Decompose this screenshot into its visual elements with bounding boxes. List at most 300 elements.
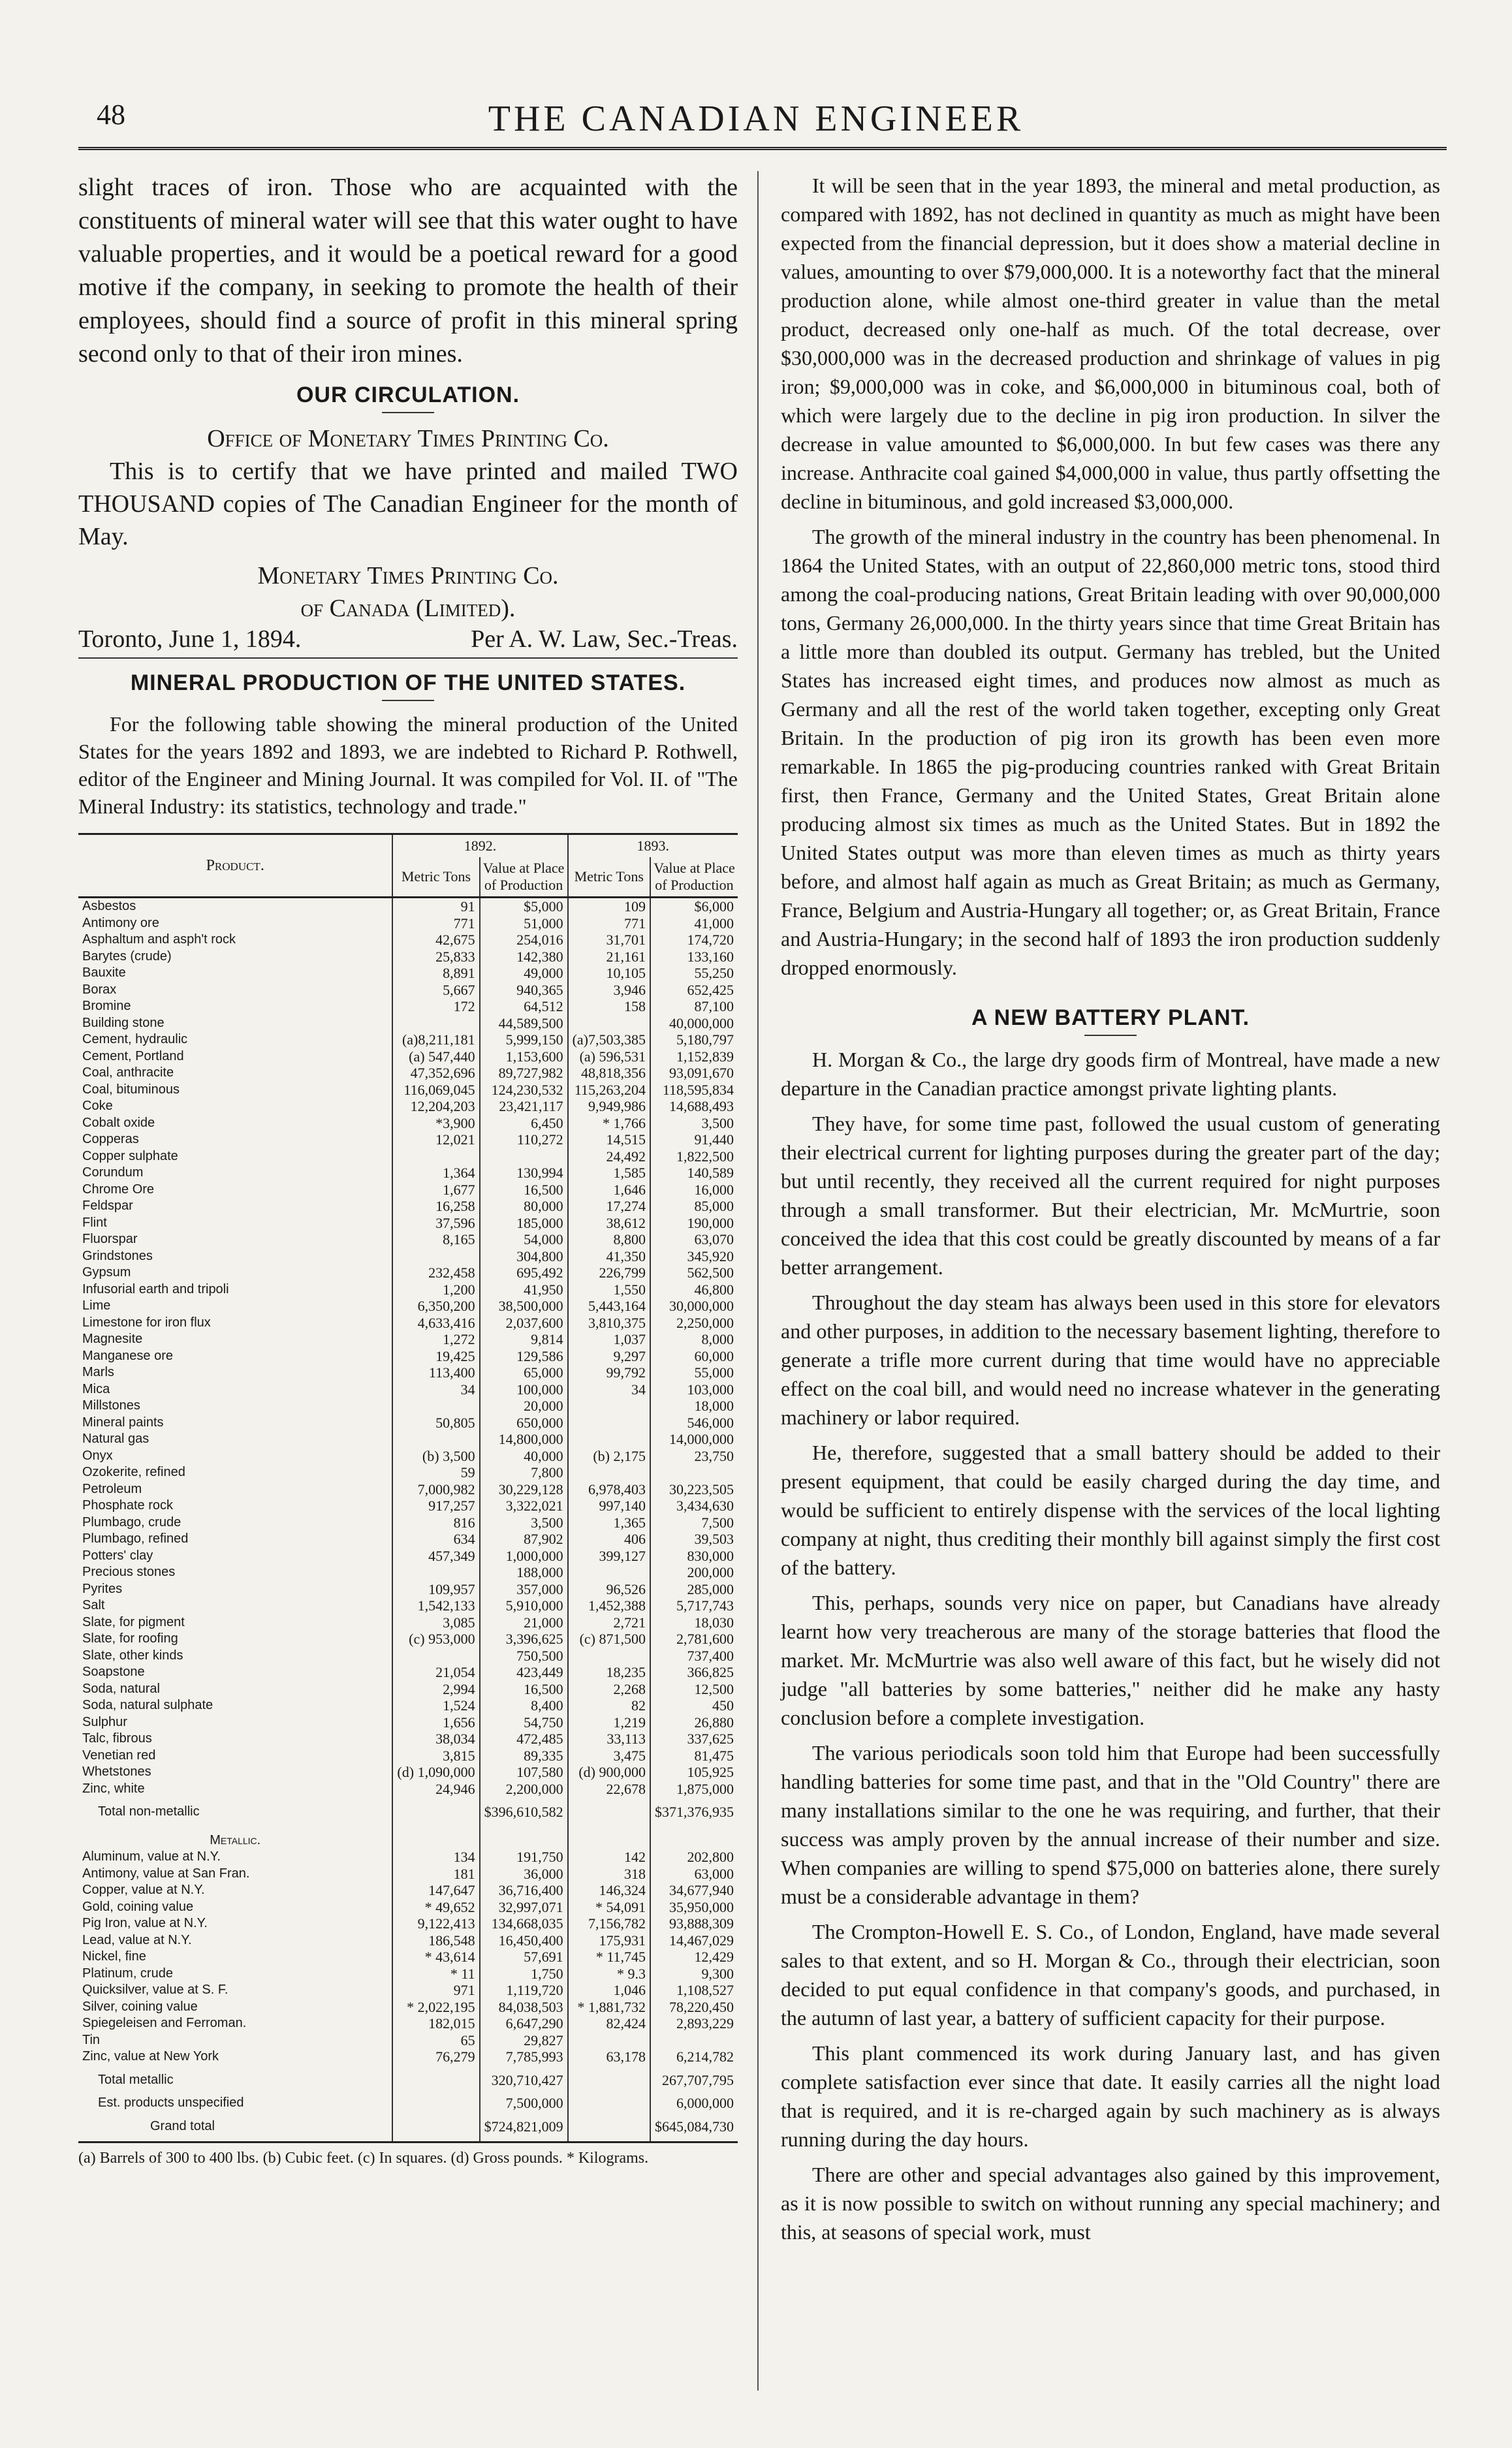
article-paragraph: It will be seen that in the year 1893, the mineral and metal production, as compared with 1892, has not declined in quantity as much as might have been expected from the financial depression, but it does show a material decline in values, amounting to over $79,000,000. It is a noteworthy fact that the mineral production alone, while almost one-third greater in value than the metal product, decreased only one-half as much. Of the total decrease, over $30,000,000 was in the decreased production and shrinkage of values in pig iron; $9,000,000 was in coke, and $6,000,000 in bituminous coal, both of which were largely due to the decline in pig iron production. In silver the decrease in value amounted to $6,000,000. In but few cases was there any increase. Anthracite coal gained $4,000,000 in value, thus partly offsetting the decline in bituminous, and gold increased $3,000,000. xyxy=(781,174,1440,513)
value-1892: 357,000 xyxy=(480,1581,568,1598)
circulation-company-line2: of Canada (Limited). xyxy=(300,595,516,622)
value-1893: 63,070 xyxy=(650,1231,738,1248)
table-row xyxy=(78,1697,738,1714)
tons-1892: 12,204,203 xyxy=(392,1098,479,1115)
tons-1893 xyxy=(568,1648,650,1665)
value-1893: 737,400 xyxy=(650,1648,738,1665)
value-1893: 3,434,630 xyxy=(650,1498,738,1514)
tons-1893: (a)7,503,385 xyxy=(568,1031,650,1048)
value-1893: 9,300 xyxy=(650,1966,738,1983)
tons-1892 xyxy=(392,1248,479,1265)
value-1892: 304,800 xyxy=(480,1248,568,1265)
table-row xyxy=(78,1531,738,1548)
tons-header-1893: Metric Tons xyxy=(568,857,650,898)
header-rule xyxy=(78,147,1447,154)
table-row xyxy=(78,2032,738,2049)
value-1892: 650,000 xyxy=(480,1415,568,1432)
table-row xyxy=(78,2015,738,2032)
tons-1893: 34 xyxy=(568,1381,650,1398)
value-1892: 36,000 xyxy=(480,1866,568,1883)
table-row xyxy=(78,949,738,965)
tons-1893: * 1,881,732 xyxy=(568,1999,650,2016)
table-row xyxy=(78,1548,738,1565)
tons-1892: 37,596 xyxy=(392,1215,479,1232)
value-1892: 1,750 xyxy=(480,1966,568,1983)
tons-1892: 1,524 xyxy=(392,1697,479,1714)
tons-1892: 147,647 xyxy=(392,1882,479,1899)
tons-1893: 82 xyxy=(568,1697,650,1714)
tons-1893: 1,646 xyxy=(568,1182,650,1199)
tons-1892: 1,542,133 xyxy=(392,1597,479,1614)
tons-1893: 24,492 xyxy=(568,1148,650,1165)
tons-1893: 1,046 xyxy=(568,1982,650,1999)
tons-1892: 1,272 xyxy=(392,1331,479,1348)
product-name: Millstones xyxy=(82,1398,140,1413)
tons-1892: 8,891 xyxy=(392,965,479,982)
value-1893: 366,825 xyxy=(650,1664,738,1681)
product-name: Quicksilver, value at S. F. xyxy=(82,1983,228,1997)
table-row xyxy=(78,1866,738,1883)
tons-1892: 634 xyxy=(392,1531,479,1548)
table-row xyxy=(78,1748,738,1765)
tons-1892 xyxy=(392,1398,479,1415)
value-1892: 254,016 xyxy=(480,932,568,949)
tons-1892: 5,667 xyxy=(392,982,479,999)
value-1892: 6,647,290 xyxy=(480,2015,568,2032)
nonmetallic-total xyxy=(78,1797,738,1849)
product-name: Lead, value at N.Y. xyxy=(82,1932,192,1947)
value-1892: 142,380 xyxy=(480,949,568,965)
tons-1893: 22,678 xyxy=(568,1781,650,1798)
tons-1893: 9,297 xyxy=(568,1348,650,1365)
value-1892: 3,396,625 xyxy=(480,1631,568,1648)
value-1892: 49,000 xyxy=(480,965,568,982)
value-1892: 107,580 xyxy=(480,1764,568,1781)
table-row xyxy=(78,1648,738,1665)
tons-1893: 3,810,375 xyxy=(568,1315,650,1332)
product-name: Gypsum xyxy=(82,1265,131,1279)
tons-1892: 16,258 xyxy=(392,1198,479,1215)
product-name: Building stone xyxy=(82,1015,165,1030)
value-1893: 63,000 xyxy=(650,1866,738,1883)
table-row xyxy=(78,1182,738,1199)
tons-1892: 1,677 xyxy=(392,1182,479,1199)
value-1892: 57,691 xyxy=(480,1949,568,1966)
value-1892: 3,500 xyxy=(480,1514,568,1531)
tons-1892: 457,349 xyxy=(392,1548,479,1565)
article-paragraph: This, perhaps, sounds very nice on paper, but Canadians have already learnt how very treacherous are many of the storage batteries that flood the market. Mr. McMurtrie was also well aware of this fact, but he wisely did not judge "all batteries by some batteries," neither did he make any hasty conclusion before a complete investigation. xyxy=(781,1591,1440,1729)
product-name: Talc, fibrous xyxy=(82,1731,152,1746)
value-1892: 5,999,150 xyxy=(480,1031,568,1048)
year-1893-header: 1893. xyxy=(568,834,738,858)
tons-1893: 318 xyxy=(568,1866,650,1883)
tons-1893: 226,799 xyxy=(568,1264,650,1281)
tons-1893 xyxy=(568,2032,650,2049)
left-column xyxy=(78,171,738,2168)
product-name: Phosphate rock xyxy=(82,1498,173,1513)
tons-1893 xyxy=(568,1464,650,1481)
value-1892: 32,997,071 xyxy=(480,1899,568,1916)
value-1893: 39,503 xyxy=(650,1531,738,1548)
value-1892: 5,910,000 xyxy=(480,1597,568,1614)
table-row xyxy=(78,1331,738,1348)
table-row xyxy=(78,2048,738,2065)
value-1892: 36,716,400 xyxy=(480,1882,568,1899)
tons-1893: 146,324 xyxy=(568,1882,650,1899)
table-row xyxy=(78,1264,738,1281)
tons-1892: 12,021 xyxy=(392,1131,479,1148)
product-name: Coal, bituminous xyxy=(82,1082,180,1097)
table-row xyxy=(78,1065,738,1082)
tons-1893: 115,263,204 xyxy=(568,1082,650,1099)
tons-1893: 3,475 xyxy=(568,1748,650,1765)
table-row xyxy=(78,1966,738,1983)
tons-1892 xyxy=(392,1015,479,1032)
value-1893: 3,500 xyxy=(650,1115,738,1132)
circulation-company-line1: Monetary Times Printing Co. xyxy=(257,562,559,589)
value-1893: 30,223,505 xyxy=(650,1481,738,1498)
table-row xyxy=(78,1614,738,1631)
value-1893: 562,500 xyxy=(650,1264,738,1281)
tons-1893 xyxy=(568,1415,650,1432)
product-name: Antimony, value at San Fran. xyxy=(82,1866,250,1881)
tons-1892: 76,279 xyxy=(392,2048,479,2065)
value-1893: 41,000 xyxy=(650,915,738,932)
tons-header-1892: Metric Tons xyxy=(392,857,479,898)
value-1892: 54,000 xyxy=(480,1231,568,1248)
value-1892: 134,668,035 xyxy=(480,1915,568,1932)
tons-1892: (a) 547,440 xyxy=(392,1048,479,1065)
circulation-place-date: Toronto, June 1, 1894. xyxy=(78,625,302,653)
tons-1892: 182,015 xyxy=(392,2015,479,2032)
tons-1892: 50,805 xyxy=(392,1415,479,1432)
table-row xyxy=(78,1882,738,1899)
table-row xyxy=(78,1481,738,1498)
heading-rule xyxy=(382,412,434,413)
tons-1893: 1,365 xyxy=(568,1514,650,1531)
heading-rule xyxy=(1084,1035,1137,1036)
tons-1892: 25,833 xyxy=(392,949,479,965)
value-1893: 40,000,000 xyxy=(650,1015,738,1032)
value-1892: 16,500 xyxy=(480,1681,568,1698)
value-1893: 14,000,000 xyxy=(650,1431,738,1448)
product-name: Zinc, value at New York xyxy=(82,2049,219,2064)
tons-1893: 1,550 xyxy=(568,1281,650,1298)
value-1892: 185,000 xyxy=(480,1215,568,1232)
product-name: Potters' clay xyxy=(82,1548,153,1563)
product-name: Aluminum, value at N.Y. xyxy=(82,1849,221,1864)
tons-1893: 2,268 xyxy=(568,1681,650,1698)
tons-1893 xyxy=(568,1398,650,1415)
table-row xyxy=(78,1949,738,1966)
value-1893: 16,000 xyxy=(650,1182,738,1199)
table-row xyxy=(78,1999,738,2016)
value-1893: 46,800 xyxy=(650,1281,738,1298)
total-metallic-1892: 320,710,427 xyxy=(480,2065,568,2095)
product-name: Zinc, white xyxy=(82,1781,145,1796)
table-row xyxy=(78,1281,738,1298)
value-1892: 1,119,720 xyxy=(480,1982,568,1999)
table-row xyxy=(78,1248,738,1265)
tons-1893: * 11,745 xyxy=(568,1949,650,1966)
mineral-intro: For the following table showing the mineral production of the United States for the years 1892 and 1893, we are indebted to Richard P. Rothwell, editor of the Engineer and Mining Journal. It was compiled for Vol. II. of "The Mineral Industry: its statistics, technology and trade." xyxy=(78,712,738,818)
tons-1892 xyxy=(392,1564,479,1581)
product-name: Whetstones xyxy=(82,1765,151,1779)
tons-1893: 21,161 xyxy=(568,949,650,965)
tons-1893: 1,219 xyxy=(568,1714,650,1731)
value-1893 xyxy=(650,1464,738,1481)
tons-1892: 116,069,045 xyxy=(392,1082,479,1099)
grand-totals xyxy=(78,2065,738,2142)
tons-1893: 109 xyxy=(568,898,650,915)
est-products-label: Est. products unspecified xyxy=(98,2095,244,2110)
tons-1893: 5,443,164 xyxy=(568,1298,650,1315)
value-1893: 55,000 xyxy=(650,1364,738,1381)
lead-paragraph: slight traces of iron. Those who are acquainted with the constituents of mineral water will see that this water ought to have valuable properties, and it would be a poetical reward for a good motive if the company, in seeking to promote the health of their employees, should find a source of profit in this mineral spring second only to that of their iron mines. xyxy=(78,174,738,368)
value-1892: 8,400 xyxy=(480,1697,568,1714)
product-name: Lime xyxy=(82,1298,111,1313)
tons-1893: 175,931 xyxy=(568,1932,650,1949)
value-1892: 29,827 xyxy=(480,2032,568,2049)
product-name: Slate, for roofing xyxy=(82,1631,178,1646)
circulation-heading: OUR CIRCULATION. xyxy=(296,383,520,407)
value-1893: 285,000 xyxy=(650,1581,738,1598)
product-name: Cobalt oxide xyxy=(82,1115,155,1130)
product-name: Magnesite xyxy=(82,1332,143,1346)
product-name: Gold, coining value xyxy=(82,1899,194,1914)
table-row xyxy=(78,1797,738,1827)
product-name: Mica xyxy=(82,1381,110,1396)
tons-1892: 134 xyxy=(392,1849,479,1866)
value-1892: 100,000 xyxy=(480,1381,568,1398)
product-name: Asphaltum and asph't rock xyxy=(82,932,236,947)
value-1893: 450 xyxy=(650,1697,738,1714)
value-1893: 1,108,527 xyxy=(650,1982,738,1999)
tons-1893: 1,037 xyxy=(568,1331,650,1348)
product-name: Cement, hydraulic xyxy=(82,1032,188,1046)
table-row xyxy=(78,915,738,932)
article-paragraph: There are other and special advantages also gained by this improvement, as it is now possible to switch on without running any special machinery; and this, at seasons of special work, must xyxy=(781,2163,1440,2244)
tons-1892: 113,400 xyxy=(392,1364,479,1381)
tons-1892: 1,656 xyxy=(392,1714,479,1731)
tons-1893: 2,721 xyxy=(568,1614,650,1631)
tons-1893: 1,452,388 xyxy=(568,1597,650,1614)
tons-1893 xyxy=(568,1564,650,1581)
table-row xyxy=(78,1899,738,1916)
product-name: Corundum xyxy=(82,1165,144,1180)
tons-1892: (d) 1,090,000 xyxy=(392,1764,479,1781)
product-name: Precious stones xyxy=(82,1565,176,1579)
product-name: Coal, anthracite xyxy=(82,1065,174,1080)
tons-1893: 38,612 xyxy=(568,1215,650,1232)
value-1893: 2,893,229 xyxy=(650,2015,738,2032)
product-name: Limestone for iron flux xyxy=(82,1315,211,1330)
product-name: Pyrites xyxy=(82,1581,123,1596)
product-name: Silver, coining value xyxy=(82,1999,198,2014)
est-products-1893: 6,000,000 xyxy=(650,2095,738,2112)
article-paragraph: They have, for some time past, followed the usual custom of generating their electrical current for lighting purposes during the greater part of the day; but until recently, they received all the current required for night purposes through a small transformer. But their electrician, Mr. McMurtrie, soon conceived the idea that this cost could be greatly discounted by means of a far better arrangement. xyxy=(781,1112,1440,1279)
tons-1892 xyxy=(392,1431,479,1448)
grand-total-1893: $645,084,730 xyxy=(650,2112,738,2142)
tons-1892: 971 xyxy=(392,1982,479,1999)
value-1892 xyxy=(480,1148,568,1165)
tons-1893: 8,800 xyxy=(568,1231,650,1248)
value-1892: 89,335 xyxy=(480,1748,568,1765)
tons-1893: * 1,766 xyxy=(568,1115,650,1132)
value-1893: 2,781,600 xyxy=(650,1631,738,1648)
tons-1893: 406 xyxy=(568,1531,650,1548)
tons-1892: 24,946 xyxy=(392,1781,479,1798)
table-row xyxy=(78,1115,738,1132)
product-name: Nickel, fine xyxy=(82,1949,146,1964)
value-1892: 44,589,500 xyxy=(480,1015,568,1032)
value-1892: 2,200,000 xyxy=(480,1781,568,1798)
tons-1893: 31,701 xyxy=(568,932,650,949)
value-1892: 3,322,021 xyxy=(480,1498,568,1514)
tons-1892: * 43,614 xyxy=(392,1949,479,1966)
tons-1892: 109,957 xyxy=(392,1581,479,1598)
masthead-title: THE CANADIAN ENGINEER xyxy=(488,99,1024,139)
value-1892: 80,000 xyxy=(480,1198,568,1215)
article-paragraph: The various periodicals soon told him that Europe had been successfully handling batteries for some time past, and that in the "Old Country" there are many installations similar to the one he was requiring, and further, that their success was amply proven by the annual increase of their number and size. When companies are willing to spend $75,000 on batteries alone, there surely must be a considerable advantage in them? xyxy=(781,1741,1440,1908)
tons-1893: 142 xyxy=(568,1849,650,1866)
value-1892: 7,785,993 xyxy=(480,2048,568,2065)
tons-1892: (b) 3,500 xyxy=(392,1448,479,1465)
product-name: Tin xyxy=(82,2032,101,2047)
tons-1892: 186,548 xyxy=(392,1932,479,1949)
battery-heading: A NEW BATTERY PLANT. xyxy=(971,1005,1250,1030)
table-row xyxy=(78,1764,738,1781)
value-1893: 81,475 xyxy=(650,1748,738,1765)
table-row xyxy=(78,1631,738,1648)
value-1892: 54,750 xyxy=(480,1714,568,1731)
tons-1892: *3,900 xyxy=(392,1115,479,1132)
table-row xyxy=(78,1315,738,1332)
tons-1893: 48,818,356 xyxy=(568,1065,650,1082)
tons-1893: 399,127 xyxy=(568,1548,650,1565)
tons-1892: 172 xyxy=(392,998,479,1015)
value-1893: 1,822,500 xyxy=(650,1148,738,1165)
product-name: Infusorial earth and tripoli xyxy=(82,1281,229,1296)
tons-1892: 34 xyxy=(392,1381,479,1398)
table-row xyxy=(78,1664,738,1681)
value-1893: 7,500 xyxy=(650,1514,738,1531)
value-1893: 55,250 xyxy=(650,965,738,982)
value-1892: 940,365 xyxy=(480,982,568,999)
tons-1892: 38,034 xyxy=(392,1731,479,1748)
tons-1892: 4,633,416 xyxy=(392,1315,479,1332)
value-1893: 12,429 xyxy=(650,1949,738,1966)
table-row xyxy=(78,1781,738,1798)
value-header-1893: Value at Place of Production xyxy=(650,857,738,898)
product-name: Mineral paints xyxy=(82,1415,164,1430)
tons-1892 xyxy=(392,1148,479,1165)
value-1893: 1,152,839 xyxy=(650,1048,738,1065)
tons-1893: 7,156,782 xyxy=(568,1915,650,1932)
table-row xyxy=(78,1131,738,1148)
value-1893: 546,000 xyxy=(650,1415,738,1432)
total-metallic-1893: 267,707,795 xyxy=(650,2065,738,2095)
product-name: Slate, for pigment xyxy=(82,1614,185,1629)
table-row xyxy=(78,1148,738,1165)
tons-1893: (b) 2,175 xyxy=(568,1448,650,1465)
product-name: Petroleum xyxy=(82,1481,142,1496)
table-row xyxy=(78,1031,738,1048)
product-name: Soapstone xyxy=(82,1665,145,1679)
product-name: Venetian red xyxy=(82,1748,156,1763)
tons-1893: 99,792 xyxy=(568,1364,650,1381)
table-row xyxy=(78,2112,738,2142)
value-1892: 30,229,128 xyxy=(480,1481,568,1498)
value-header-1892: Value at Place of Production xyxy=(480,857,568,898)
product-name: Ozokerite, refined xyxy=(82,1465,185,1479)
value-1892: 40,000 xyxy=(480,1448,568,1465)
value-1892: 65,000 xyxy=(480,1364,568,1381)
value-1893: 93,888,309 xyxy=(650,1915,738,1932)
circulation-office: Office of Monetary Times Printing Co. xyxy=(207,425,609,452)
product-name: Manganese ore xyxy=(82,1348,173,1363)
value-1893: 78,220,450 xyxy=(650,1999,738,2016)
value-1893: 35,950,000 xyxy=(650,1899,738,1916)
value-1892: 129,586 xyxy=(480,1348,568,1365)
value-1892: 89,727,982 xyxy=(480,1065,568,1082)
tons-1892: 8,165 xyxy=(392,1231,479,1248)
value-1893: 18,000 xyxy=(650,1398,738,1415)
value-1893 xyxy=(650,2032,738,2049)
table-row xyxy=(78,1398,738,1415)
value-1893: 26,880 xyxy=(650,1714,738,1731)
circulation-signature: Per A. W. Law, Sec.-Treas. xyxy=(471,625,738,653)
article-paragraph: H. Morgan & Co., the large dry goods firm of Montreal, have made a new departure in the Canadian practice amongst private lighting plants. xyxy=(781,1048,1440,1100)
tons-1892: * 2,022,195 xyxy=(392,1999,479,2016)
tons-1892: 917,257 xyxy=(392,1498,479,1514)
value-1893: 5,717,743 xyxy=(650,1597,738,1614)
table-row xyxy=(78,1048,738,1065)
product-name: Copper sulphate xyxy=(82,1148,178,1163)
total-nonmetallic-label: Total non-metallic xyxy=(98,1804,200,1819)
product-name: Copperas xyxy=(82,1132,139,1146)
value-1893: 1,875,000 xyxy=(650,1781,738,1798)
value-1893: 23,750 xyxy=(650,1448,738,1465)
tons-1892: 7,000,982 xyxy=(392,1481,479,1498)
table-row xyxy=(78,1597,738,1614)
value-1892: 124,230,532 xyxy=(480,1082,568,1099)
tons-1892: 91 xyxy=(392,898,479,915)
tons-1892: 9,122,413 xyxy=(392,1915,479,1932)
product-name: Spiegeleisen and Ferroman. xyxy=(82,2016,247,2030)
value-1893: 91,440 xyxy=(650,1131,738,1148)
product-name: Onyx xyxy=(82,1448,113,1463)
grand-total-label: Grand total xyxy=(78,2112,392,2142)
table-row xyxy=(78,898,738,915)
tons-1893: 6,978,403 xyxy=(568,1481,650,1498)
tons-1893: * 54,091 xyxy=(568,1899,650,1916)
tons-1893: 3,946 xyxy=(568,982,650,999)
metallic-subheading: Metallic. xyxy=(210,1832,261,1847)
tons-1892: * 11 xyxy=(392,1966,479,1983)
value-1893: 6,214,782 xyxy=(650,2048,738,2065)
table-row xyxy=(78,982,738,999)
product-name: Borax xyxy=(82,982,117,997)
product-name: Sulphur xyxy=(82,1714,127,1729)
tons-1893: (c) 871,500 xyxy=(568,1631,650,1648)
value-1892: 750,500 xyxy=(480,1648,568,1665)
value-1893: 5,180,797 xyxy=(650,1031,738,1048)
total-nonmetallic-1892: $396,610,582 xyxy=(480,1797,568,1827)
product-name: Feldspar xyxy=(82,1199,133,1213)
table-row xyxy=(78,965,738,982)
tons-1892: 3,085 xyxy=(392,1614,479,1631)
